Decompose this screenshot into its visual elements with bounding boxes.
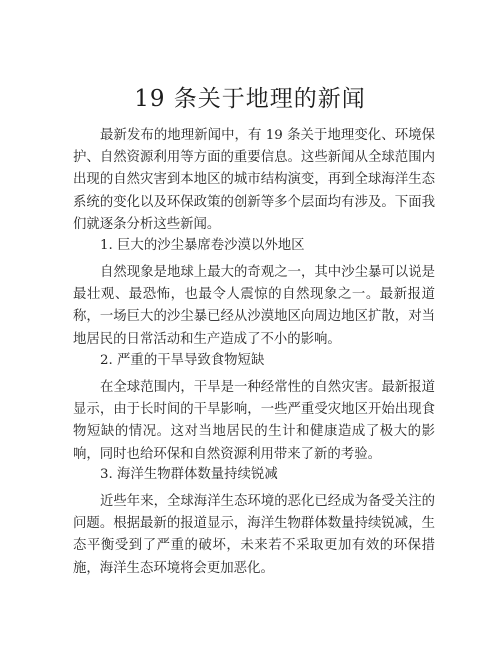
- section-body-2: [73, 377, 435, 466]
- intro-text: 最新发布的地理新闻中，有 19 条关于地理变化、环境保护、自然资源利用等方面的重要信息。这些新闻从全球范围内出现的自然灾害到本地区的城市结构演变，再到全球海洋生态系统的变化以及环保政策的创新等多个层面均有涉及。下面我们就逐条分析这些新闻。: [73, 128, 435, 232]
- section-body-text-1: 自然现象是地球上最大的奇观之一，其中沙尘暴可以说是最壮观、最恐怖，也最令人震惊的自然现象之一。最新报道称，一场巨大的沙尘暴已经从沙漠地区向周边地区扩散，对当地居民的日常活动和生产造成了不小的影响。: [73, 265, 435, 347]
- section-body-text-2: 在全球范围内，干旱是一种经常性的自然灾害。最新报道显示，由于长时间的干旱影响，一些严重受灾地区开始出现食物短缺的情况。这对当地居民的生计和健康造成了极大的影响，同时也给环保和自然资源利用带来了新的考验。: [73, 380, 435, 462]
- section-heading-2: 2. 严重的干旱导致食物短缺: [100, 353, 265, 368]
- intro-paragraph: [73, 125, 435, 236]
- section-heading-3: 3. 海洋生物群体数量持续锐减: [100, 467, 278, 482]
- section-body-3: [73, 491, 435, 580]
- section-heading-1: 1. 巨大的沙尘暴席卷沙漠以外地区: [100, 238, 305, 253]
- section-body-1: [73, 262, 435, 351]
- page-title: 19 条关于地理的新闻: [134, 86, 366, 112]
- section-body-text-3: 近些年来，全球海洋生态环境的恶化已经成为备受关注的问题。根据最新的报道显示，海洋生物群体数量持续锐减，生态平衡受到了严重的破坏，未来若不采取更加有效的环保措施，海洋生态环境将会更加恶化。: [73, 494, 435, 576]
